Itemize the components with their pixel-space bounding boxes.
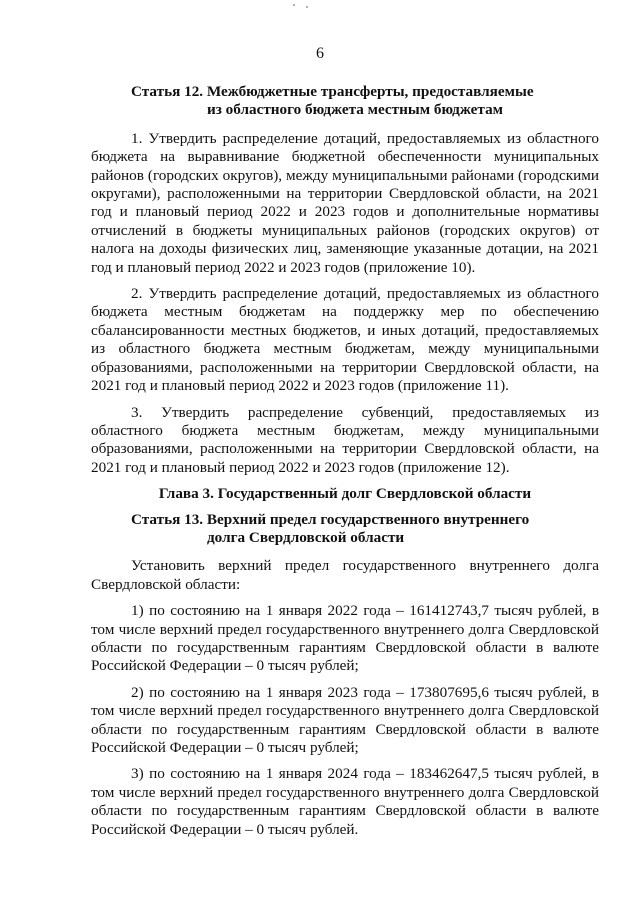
article-13-item-1: 1) по состоянию на 1 января 2022 года – 161412743,7 тысяч рублей, в том числе верхний предел государственного внутреннего долга Свердловской области по государственным гарантиям Свердловской области в валюте Российской Федерации – 0 тысяч рублей;: [91, 602, 599, 675]
article-12-paragraph-1: 1. Утвердить распределение дотаций, предоставляемых из областного бюджета на выравнивание бюджетной обеспеченности муниципальных районов (городских округов), между муниципальными районами (городскими округами), расположенными на территории Свердловской области, на 2021 год и плановый период 2022 и 2023 годов и дополнительные нормативы отчислений в бюджеты муниципальных районов (городских округов) от налога на доходы физических лиц, заменяющие указанные дотации, на 2021 год и плановый период 2022 и 2023 годов (приложение 10).: [91, 129, 599, 276]
scan-speck: [306, 6, 308, 8]
article-12-title-line2: из областного бюджета местным бюджетам: [207, 101, 504, 119]
article-12-paragraph-3: 3. Утвердить распределение субвенций, предоставляемых из областного бюджета местным бюджетам, между муниципальными образованиями, расположенными на территории Свердловской области, на 2021 год и плановый период 2022 и 2023 годов (приложение 12).: [91, 403, 599, 476]
article-12-paragraph-2: 2. Утвердить распределение дотаций, предоставляемых из областного бюджета местным бюджетам на поддержку мер по обеспечению сбалансированности местных бюджетов, и иных дотаций, предоставляемых из областного бюджета местным бюджетам, между муниципальными образованиями, расположенными на территории Свердловской области, на 2021 год и плановый период 2022 и 2023 годов (приложение 11).: [91, 285, 599, 395]
chapter-3-heading: Глава 3. Государственный долг Свердловской области: [158, 485, 532, 503]
article-13-heading: [91, 511, 599, 548]
page-number: 6: [316, 45, 324, 62]
article-13-item-3: 3) по состоянию на 1 января 2024 года – 183462647,5 тысяч рублей, в том числе верхний предел государственного внутреннего долга Свердловской области по государственным гарантиям Свердловской области в валюте Российской Федерации – 0 тысяч рублей.: [91, 765, 599, 838]
scan-speck: [293, 4, 295, 6]
article-13-title-line2: долга Свердловской области: [207, 528, 405, 546]
article-13-intro: Установить верхний предел государственного внутреннего долга Свердловской области:: [91, 557, 599, 593]
article-12-title-line1: Статья 12. Межбюджетные трансферты, предоставляемые: [131, 83, 534, 100]
article-13-item-2: 2) по состоянию на 1 января 2023 года – 173807695,6 тысяч рублей, в том числе верхний предел государственного внутреннего долга Свердловской области по государственным гарантиям Свердловской области в валюте Российской Федерации – 0 тысяч рублей;: [91, 683, 599, 756]
document-body: [91, 83, 599, 847]
article-12-heading: [91, 83, 599, 120]
article-13-title-line1: Статья 13. Верхний предел государственного внутреннего: [131, 510, 530, 528]
